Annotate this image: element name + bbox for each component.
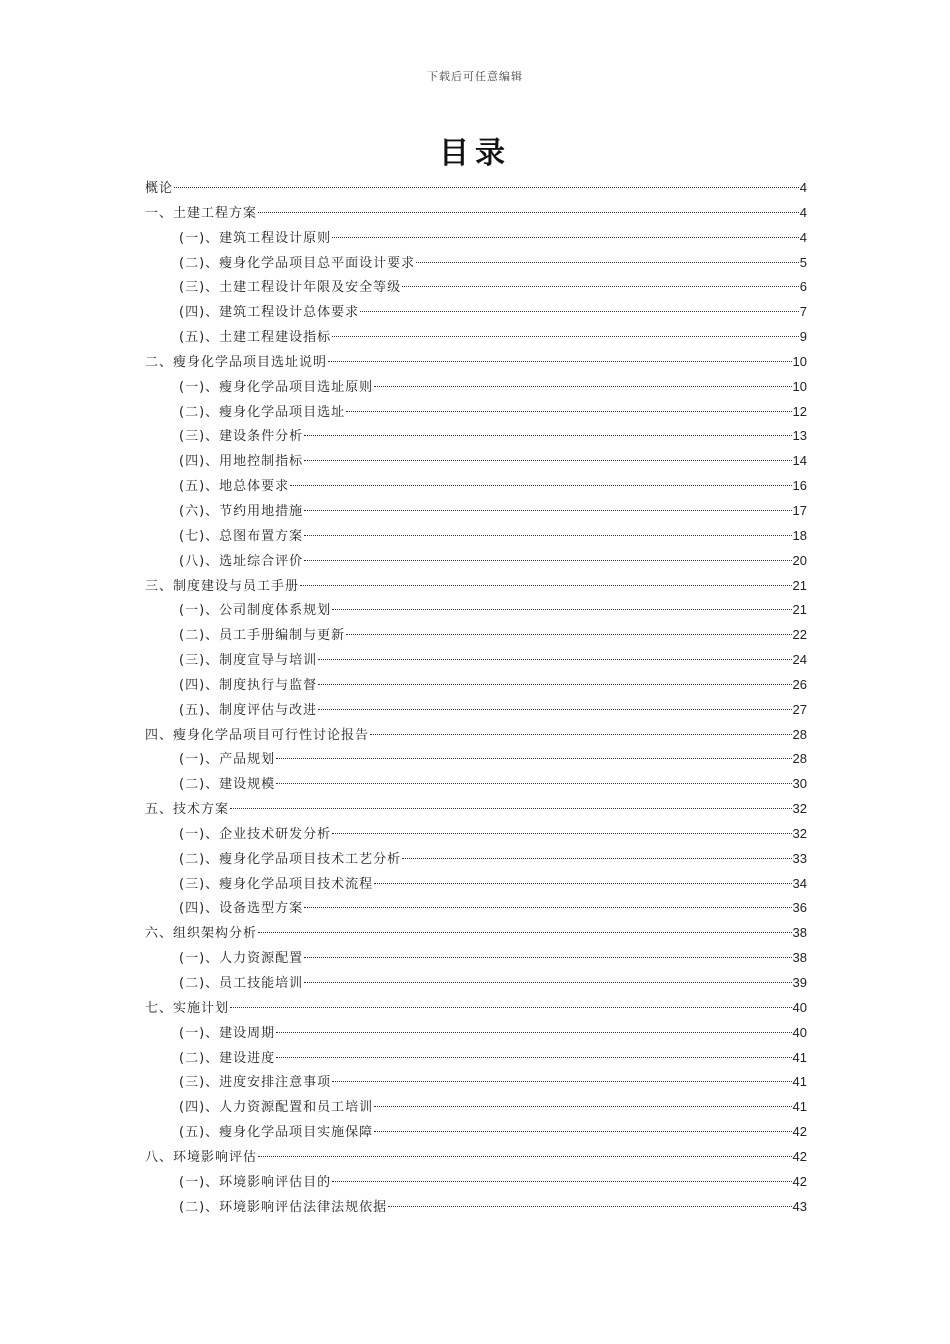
toc-entry-page: 26: [792, 676, 807, 692]
toc-dot-leader: [328, 361, 792, 362]
toc-entry-page: 28: [792, 726, 807, 742]
toc-entry[interactable]: [145, 723, 807, 748]
toc-entry-label: (三)、建设条件分析: [179, 429, 304, 445]
toc-entry[interactable]: [145, 201, 807, 226]
toc-entry-label: 三、制度建设与员工手册: [145, 578, 300, 594]
toc-entry-page: 21: [792, 602, 807, 618]
toc-dot-leader: [346, 634, 791, 635]
toc-dot-leader: [402, 858, 791, 859]
toc-dot-leader: [332, 609, 791, 610]
toc-entry[interactable]: [145, 424, 807, 449]
toc-entry[interactable]: [145, 574, 807, 599]
toc-dot-leader: [332, 1181, 791, 1182]
toc-dot-leader: [276, 758, 791, 759]
toc-entry-page: 41: [792, 1074, 807, 1090]
toc-entry-label: 八、环境影响评估: [145, 1149, 258, 1165]
toc-entry[interactable]: [145, 797, 807, 822]
toc-dot-leader: [230, 1007, 792, 1008]
toc-dot-leader: [360, 311, 799, 312]
toc-entry-label: (一)、瘦身化学品项目选址原则: [179, 379, 374, 395]
toc-dot-leader: [304, 907, 791, 908]
toc-entry-label: 五、技术方案: [145, 802, 230, 818]
toc-entry[interactable]: [145, 549, 807, 574]
toc-entry[interactable]: [145, 350, 807, 375]
toc-entry-label: (一)、建设周期: [179, 1025, 276, 1041]
toc-entry-page: 22: [792, 627, 807, 643]
toc-dot-leader: [258, 212, 799, 213]
toc-entry-label: (四)、建筑工程设计总体要求: [179, 305, 360, 321]
toc-entry[interactable]: [145, 648, 807, 673]
toc-entry-page: 36: [792, 900, 807, 916]
toc-entry-label: 概论: [145, 181, 174, 196]
toc-entry-page: 28: [792, 751, 807, 767]
toc-entry-label: 一、土建工程方案: [145, 205, 258, 221]
toc-entry[interactable]: [145, 1021, 807, 1046]
toc-entry-label: (八)、选址综合评价: [179, 553, 304, 569]
toc-dot-leader: [374, 386, 791, 387]
toc-entry[interactable]: [145, 524, 807, 549]
toc-entry-label: (三)、瘦身化学品项目技术流程: [179, 876, 374, 892]
toc-entry-page: 43: [792, 1198, 807, 1214]
toc-dot-leader: [402, 286, 799, 287]
toc-entry[interactable]: [145, 325, 807, 350]
toc-entry-label: (四)、用地控制指标: [179, 454, 304, 470]
toc-dot-leader: [304, 535, 791, 536]
toc-dot-leader: [318, 684, 791, 685]
toc-entry[interactable]: [145, 400, 807, 425]
toc-entry-label: (三)、土建工程设计年限及安全等级: [179, 280, 402, 296]
toc-entry-label: 四、瘦身化学品项目可行性讨论报告: [145, 727, 370, 743]
toc-entry-label: (一)、环境影响评估目的: [179, 1174, 332, 1190]
toc-dot-leader: [276, 1057, 791, 1058]
toc-dot-leader: [318, 659, 791, 660]
toc-entry[interactable]: [145, 847, 807, 872]
toc-entry-label: (四)、设备选型方案: [179, 901, 304, 917]
toc-dot-leader: [258, 932, 792, 933]
toc-entry-page: 27: [792, 701, 807, 717]
toc-entry[interactable]: [145, 1120, 807, 1145]
toc-dot-leader: [290, 485, 791, 486]
toc-entry-page: 41: [792, 1049, 807, 1065]
toc-entry-label: 二、瘦身化学品项目选址说明: [145, 354, 328, 370]
toc-dot-leader: [388, 1206, 791, 1207]
toc-entry-page: 32: [792, 825, 807, 841]
toc-entry-page: 34: [792, 875, 807, 891]
toc-entry-page: 10: [792, 378, 807, 394]
toc-entry-page: 21: [792, 577, 807, 593]
toc-entry[interactable]: [145, 946, 807, 971]
toc-entry-label: (五)、瘦身化学品项目实施保障: [179, 1125, 374, 1141]
toc-entry-page: 14: [792, 453, 807, 469]
toc-entry-page: 6: [799, 279, 807, 295]
toc-dot-leader: [304, 957, 791, 958]
toc-entry[interactable]: [145, 872, 807, 897]
toc-entry[interactable]: [145, 1095, 807, 1120]
toc-entry-page: 40: [792, 999, 807, 1015]
toc-entry-label: (二)、环境影响评估法律法规依据: [179, 1199, 388, 1215]
toc-entry-label: (二)、建设进度: [179, 1050, 276, 1066]
toc-entry-page: 9: [799, 329, 807, 345]
toc-entry[interactable]: [145, 275, 807, 300]
toc-entry-page: 24: [792, 652, 807, 668]
toc-entry-page: 38: [792, 950, 807, 966]
toc-entry[interactable]: [145, 226, 807, 251]
toc-entry-page: 18: [792, 527, 807, 543]
toc-entry-label: 七、实施计划: [145, 1000, 230, 1016]
toc-dot-leader: [304, 460, 791, 461]
toc-entry[interactable]: [145, 747, 807, 772]
toc-entry-page: 38: [792, 925, 807, 941]
toc-dot-leader: [276, 1032, 791, 1033]
toc-entry[interactable]: [145, 1195, 807, 1220]
toc-entry-page: 33: [792, 850, 807, 866]
toc-entry[interactable]: [145, 375, 807, 400]
toc-entry-label: (一)、产品规划: [179, 752, 276, 768]
toc-entry-label: (六)、节约用地措施: [179, 503, 304, 519]
toc-entry-label: (二)、瘦身化学品项目总平面设计要求: [179, 255, 416, 271]
toc-entry[interactable]: [145, 971, 807, 996]
toc-entry[interactable]: [145, 698, 807, 723]
toc-entry-label: 六、组织架构分析: [145, 926, 258, 942]
toc-entry[interactable]: [145, 623, 807, 648]
toc-entry-page: 17: [792, 502, 807, 518]
toc-entry-label: (三)、制度宣导与培训: [179, 653, 318, 669]
toc-dot-leader: [304, 510, 791, 511]
toc-dot-leader: [374, 1131, 791, 1132]
toc-entry-page: 4: [799, 180, 807, 195]
toc-entry[interactable]: [145, 896, 807, 921]
toc-entry-label: (一)、人力资源配置: [179, 951, 304, 967]
toc-dot-leader: [346, 411, 791, 412]
toc-entry-page: 20: [792, 552, 807, 568]
toc-entry[interactable]: [145, 1070, 807, 1095]
toc-entry-page: 7: [799, 304, 807, 320]
toc-entry-label: (二)、员工手册编制与更新: [179, 628, 346, 644]
toc-entry[interactable]: [145, 598, 807, 623]
toc-entry-page: 41: [792, 1099, 807, 1115]
toc-entry-label: (三)、进度安排注意事项: [179, 1075, 332, 1091]
toc-dot-leader: [374, 1106, 791, 1107]
toc-entry-label: (四)、制度执行与监督: [179, 677, 318, 693]
toc-entry-page: 16: [792, 478, 807, 494]
table-of-contents: [145, 176, 807, 1219]
toc-entry[interactable]: [145, 1145, 807, 1170]
toc-entry-label: (二)、建设规模: [179, 777, 276, 793]
toc-entry-page: 30: [792, 776, 807, 792]
toc-entry-label: (五)、制度评估与改进: [179, 702, 318, 718]
toc-entry-page: 32: [792, 801, 807, 817]
toc-dot-leader: [332, 1081, 791, 1082]
toc-dot-leader: [300, 585, 792, 586]
toc-entry-page: 39: [792, 975, 807, 990]
toc-dot-leader: [304, 435, 791, 436]
toc-entry-page: 4: [799, 204, 807, 220]
toc-entry[interactable]: [145, 1046, 807, 1071]
toc-entry-label: (五)、地总体要求: [179, 479, 290, 495]
toc-entry[interactable]: [145, 673, 807, 698]
toc-dot-leader: [174, 187, 799, 188]
toc-entry-page: 5: [799, 254, 807, 270]
toc-entry-page: 40: [792, 1024, 807, 1040]
toc-entry-label: (一)、建筑工程设计原则: [179, 230, 332, 246]
toc-entry-page: 4: [799, 229, 807, 245]
toc-entry-page: 13: [792, 428, 807, 444]
toc-entry[interactable]: [145, 300, 807, 325]
toc-dot-leader: [370, 734, 792, 735]
toc-entry-label: (一)、企业技术研发分析: [179, 826, 332, 842]
toc-entry[interactable]: [145, 1170, 807, 1195]
toc-entry[interactable]: [145, 996, 807, 1021]
toc-entry-page: 12: [792, 403, 807, 419]
toc-entry[interactable]: [145, 176, 807, 201]
toc-entry-page: 42: [792, 1173, 807, 1189]
toc-entry-label: (一)、公司制度体系规划: [179, 603, 332, 619]
toc-entry-label: (四)、人力资源配置和员工培训: [179, 1100, 374, 1116]
toc-dot-leader: [416, 262, 799, 263]
toc-entry[interactable]: [145, 499, 807, 524]
toc-entry-label: (五)、土建工程建设指标: [179, 330, 332, 346]
toc-dot-leader: [374, 883, 791, 884]
toc-entry[interactable]: [145, 474, 807, 499]
toc-dot-leader: [332, 237, 799, 238]
toc-entry[interactable]: [145, 822, 807, 847]
toc-dot-leader: [276, 783, 791, 784]
toc-entry-label: (七)、总图布置方案: [179, 528, 304, 544]
toc-entry-page: 42: [792, 1148, 807, 1164]
toc-dot-leader: [304, 560, 791, 561]
page-title: 目录: [439, 136, 511, 171]
toc-dot-leader: [230, 808, 792, 809]
toc-dot-leader: [332, 833, 791, 834]
toc-entry[interactable]: [145, 921, 807, 946]
toc-entry-page: 10: [792, 353, 807, 369]
toc-entry-label: (二)、瘦身化学品项目技术工艺分析: [179, 851, 402, 867]
toc-entry-page: 42: [792, 1124, 807, 1140]
toc-entry[interactable]: [145, 772, 807, 797]
toc-dot-leader: [332, 336, 799, 337]
toc-entry[interactable]: [145, 449, 807, 474]
toc-entry[interactable]: [145, 251, 807, 276]
header-note: 下载后可任意编辑: [427, 70, 523, 83]
toc-entry-label: (二)、瘦身化学品项目选址: [179, 404, 346, 420]
toc-entry-label: (二)、员工技能培训: [179, 976, 304, 991]
toc-dot-leader: [304, 982, 791, 983]
toc-dot-leader: [318, 709, 791, 710]
toc-dot-leader: [258, 1156, 792, 1157]
